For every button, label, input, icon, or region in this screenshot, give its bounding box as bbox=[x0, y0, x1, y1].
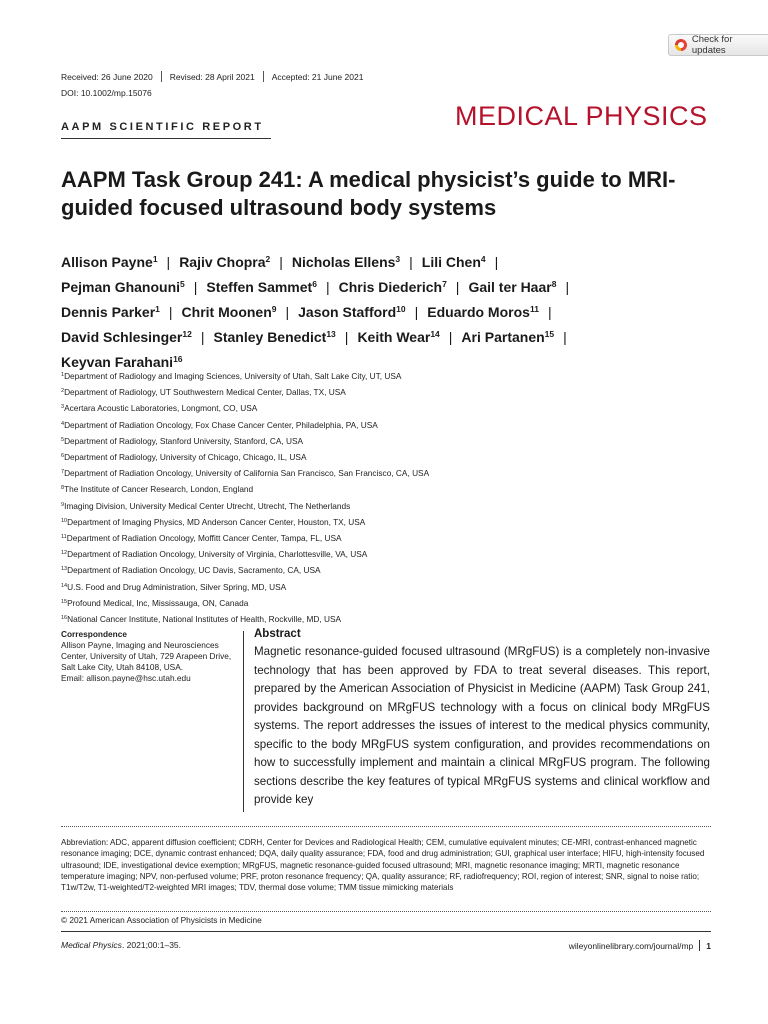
affiliation-text: Imaging Division, University Medical Center Utrecht, Utrecht, The Netherlands bbox=[64, 500, 351, 511]
affiliation-number: 2 bbox=[61, 388, 65, 395]
crossmark-icon bbox=[675, 39, 687, 51]
affiliation-text: Acertara Acoustic Laboratories, Longmont, CO, USA bbox=[64, 403, 258, 414]
affiliation-number: 12 bbox=[61, 550, 68, 557]
affiliation-item bbox=[61, 514, 701, 530]
author-name-text: Ari Partanen bbox=[461, 329, 545, 345]
affiliation-item bbox=[61, 465, 701, 481]
author-affiliation-mark: 11 bbox=[529, 304, 539, 314]
author-name[interactable] bbox=[61, 279, 185, 295]
abstract-heading: Abstract bbox=[254, 628, 301, 640]
affiliation-list bbox=[61, 368, 701, 627]
abstract-divider bbox=[243, 631, 244, 812]
affiliation-number: 6 bbox=[61, 453, 65, 460]
author-name-text: Steffen Sammet bbox=[206, 279, 313, 295]
article-title: AAPM Task Group 241: A medical physicist’s guide to MRI-guided focused ultrasound body systems bbox=[61, 167, 676, 220]
author-list bbox=[61, 248, 721, 373]
footer-citation-detail: . 2021;00:1–35. bbox=[121, 940, 182, 950]
author-affiliation-mark: 13 bbox=[326, 329, 336, 339]
author-affiliation-mark: 4 bbox=[480, 254, 486, 264]
affiliation-number: 8 bbox=[61, 485, 65, 492]
author-separator: | bbox=[193, 279, 198, 295]
footer-journal-name: Medical Physics bbox=[61, 940, 122, 950]
author-affiliation-mark: 15 bbox=[544, 329, 555, 339]
date-separator bbox=[263, 71, 264, 82]
author-name-text: Chrit Moonen bbox=[181, 304, 272, 320]
affiliation-item bbox=[61, 384, 701, 400]
author-name-text: Nicholas Ellens bbox=[291, 254, 396, 270]
author-name-text: Rajiv Chopra bbox=[179, 254, 266, 270]
affiliation-item bbox=[61, 417, 701, 433]
report-type: AAPM SCIENTIFIC REPORT bbox=[61, 121, 264, 133]
affiliation-text: Department of Radiation Oncology, UC Davis, Sacramento, CA, USA bbox=[67, 565, 321, 576]
author-name-text: Keith Wear bbox=[357, 329, 431, 345]
affiliation-item bbox=[61, 579, 701, 595]
publication-dates bbox=[61, 71, 363, 82]
page-number: 1 bbox=[706, 940, 711, 951]
affiliation-text: National Cancer Institute, National Institutes of Health, Rockville, MD, USA bbox=[67, 614, 342, 625]
correspondence-address: Allison Payne, Imaging and Neurosciences Center, University of Utah, 729 Arapeen Drive, Salt Lake City, Utah 84108, USA. bbox=[61, 640, 232, 672]
author-affiliation-mark: 9 bbox=[271, 304, 277, 314]
received-date: Received: 26 June 2020 bbox=[61, 71, 153, 82]
affiliation-text: Department of Imaging Physics, MD Anderson Cancer Center, Houston, TX, USA bbox=[67, 516, 366, 527]
affiliation-text: The Institute of Cancer Research, London, England bbox=[64, 484, 254, 495]
abstract-text: Magnetic resonance-guided focused ultrasound (MRgFUS) is a completely non-invasive technology that has been approved by FDA to treat several diseases. This report, prepared by the American Association of Physicist in Medicine (AAPM) Task Group 241, provides background on MRgFUS technology with a focus on clinical body MRgFUS systems. The report addresses the issues of interest to the medical physics community, specific to the body MRgFUS system configuration, and provides recommendations on how to successfully implement and maintain a clinical MRgFUS program. The following sections describe the key features of typical MRgFUS systems and clinical workflow and provide key bbox=[254, 645, 710, 806]
author-name-text: Jason Stafford bbox=[298, 304, 397, 320]
affiliation-text: Department of Radiology, University of Chicago, Chicago, IL, USA bbox=[64, 452, 307, 463]
affiliation-item bbox=[61, 546, 701, 562]
affiliation-text: Department of Radiology, Stanford University, Stanford, CA, USA bbox=[64, 435, 304, 446]
footer-rule bbox=[61, 931, 711, 932]
doi-link[interactable]: DOI: 10.1002/mp.15076 bbox=[61, 88, 152, 98]
author-name-text: Stanley Benedict bbox=[213, 329, 327, 345]
revised-date: Revised: 28 April 2021 bbox=[169, 71, 255, 82]
author-name[interactable] bbox=[182, 304, 277, 320]
author-name[interactable] bbox=[61, 254, 158, 270]
affiliation-item bbox=[61, 368, 701, 384]
affiliation-text: Department of Radiation Oncology, Moffitt Cancer Center, Tampa, FL, USA bbox=[66, 533, 342, 544]
author-affiliation-mark: 3 bbox=[395, 254, 401, 264]
author-name[interactable] bbox=[422, 254, 486, 270]
affiliation-number: 14 bbox=[61, 582, 68, 589]
affiliation-item bbox=[61, 481, 701, 497]
author-affiliation-mark: 1 bbox=[155, 304, 160, 314]
correspondence-email[interactable]: Email: allison.payne@hsc.utah.edu bbox=[61, 673, 191, 683]
author-name-text: Allison Payne bbox=[61, 254, 153, 270]
affiliation-number: 5 bbox=[61, 436, 65, 443]
affiliation-number: 11 bbox=[61, 534, 67, 541]
footer-citation bbox=[61, 940, 181, 950]
author-name[interactable] bbox=[206, 279, 317, 295]
correspondence-heading: Correspondence bbox=[61, 629, 127, 639]
affiliation-number: 16 bbox=[61, 615, 68, 622]
author-separator: | bbox=[448, 329, 453, 345]
author-name[interactable] bbox=[427, 304, 539, 320]
affiliation-item bbox=[61, 611, 701, 627]
affiliation-number: 15 bbox=[61, 598, 68, 605]
affiliation-item bbox=[61, 530, 701, 546]
author-separator: | bbox=[285, 304, 290, 320]
affiliation-number: 1 bbox=[61, 372, 65, 378]
author-separator: | bbox=[414, 304, 419, 320]
author-name-text: Eduardo Moros bbox=[427, 304, 530, 320]
author-name-text: Gail ter Haar bbox=[468, 279, 552, 295]
author-separator: | bbox=[279, 254, 283, 270]
author-name[interactable] bbox=[292, 254, 400, 270]
author-name[interactable] bbox=[179, 254, 270, 270]
author-name[interactable] bbox=[461, 329, 554, 345]
copyright-notice: © 2021 American Association of Physicists in Medicine bbox=[61, 915, 262, 925]
author-separator: | bbox=[409, 254, 413, 270]
author-name-text: Chris Diederich bbox=[338, 279, 443, 295]
author-separator: | bbox=[168, 304, 173, 320]
author-name[interactable] bbox=[61, 304, 160, 320]
author-affiliation-mark: 14 bbox=[430, 329, 440, 339]
affiliation-number: 10 bbox=[61, 517, 68, 524]
correspondence-block bbox=[61, 629, 236, 684]
author-name[interactable] bbox=[214, 329, 336, 345]
affiliation-text: U.S. Food and Drug Administration, Silver Spring, MD, USA bbox=[67, 581, 287, 592]
report-type-underline bbox=[61, 138, 271, 139]
affiliation-text: Department of Radiation Oncology, Fox Chase Cancer Center, Philadelphia, PA, USA bbox=[64, 419, 378, 430]
author-name[interactable] bbox=[339, 279, 447, 295]
affiliation-item bbox=[61, 449, 701, 465]
author-name-text: Pejman Ghanouni bbox=[61, 279, 181, 295]
abbreviations-bottom-rule bbox=[61, 911, 711, 912]
page-separator bbox=[699, 940, 700, 951]
author-affiliation-mark: 10 bbox=[396, 304, 406, 314]
footer-right bbox=[569, 940, 711, 951]
affiliation-item bbox=[61, 562, 701, 578]
author-name[interactable] bbox=[357, 329, 439, 345]
check-for-updates-button[interactable] bbox=[668, 34, 768, 56]
author-name[interactable] bbox=[61, 329, 192, 345]
author-name[interactable] bbox=[298, 304, 405, 320]
affiliation-item bbox=[61, 498, 701, 514]
author-separator: | bbox=[200, 329, 205, 345]
author-name-text: Keyvan Farahani bbox=[61, 354, 174, 370]
author-name[interactable] bbox=[468, 279, 556, 295]
author-separator: | bbox=[563, 329, 567, 345]
author-separator: | bbox=[455, 279, 460, 295]
author-separator: | bbox=[344, 329, 349, 345]
affiliation-number: 3 bbox=[61, 404, 65, 411]
author-separator: | bbox=[494, 254, 499, 270]
affiliation-number: 7 bbox=[61, 469, 65, 476]
journal-logo: MEDICAL PHYSICS bbox=[455, 101, 708, 131]
author-separator: | bbox=[547, 304, 552, 320]
affiliation-text: Department of Radiation Oncology, University of Virginia, Charlottesville, VA, USA bbox=[67, 549, 368, 560]
author-affiliation-mark: 12 bbox=[182, 329, 192, 339]
affiliation-number: 13 bbox=[61, 566, 68, 573]
author-separator: | bbox=[565, 279, 570, 295]
author-separator: | bbox=[325, 279, 330, 295]
author-affiliation-mark: 16 bbox=[173, 354, 183, 364]
author-affiliation-mark: 1 bbox=[152, 254, 158, 264]
affiliation-text: Department of Radiology, UT Southwestern Medical Center, Dallas, TX, USA bbox=[64, 387, 346, 398]
abbreviations-top-rule bbox=[61, 826, 711, 827]
author-name-text: Dennis Parker bbox=[61, 304, 156, 320]
journal-url-link[interactable]: wileyonlinelibrary.com/journal/mp bbox=[568, 940, 694, 951]
affiliation-number: 9 bbox=[61, 501, 65, 508]
affiliation-item bbox=[61, 433, 701, 449]
author-affiliation-mark: 7 bbox=[442, 279, 447, 289]
author-affiliation-mark: 6 bbox=[312, 279, 317, 289]
author-affiliation-mark: 5 bbox=[180, 279, 185, 289]
date-separator bbox=[161, 71, 162, 82]
affiliation-text: Department of Radiation Oncology, University of California San Francisco, San Francisco, CA, USA bbox=[64, 468, 430, 479]
author-name-text: Lili Chen bbox=[421, 254, 481, 270]
affiliation-item bbox=[61, 595, 701, 611]
affiliation-text: Department of Radiology and Imaging Sciences, University of Utah, Salt Lake City, UT, USA bbox=[64, 371, 402, 381]
author-separator: | bbox=[166, 254, 171, 270]
abbreviations-text: Abbreviation: ADC, apparent diffusion coefficient; CDRH, Center for Devices and Radiological Health; CEM, cumulative equivalent minutes; CE-MRI, contrast-enhanced magnetic resonance imaging; DCE, dynamic contrast enhanced; DQA, daily quality assurance; FDA, food and drug administration; GUI, graphical user interface; HIFU, high-intensity focused ultrasound; IDE, investigational device exemption; MRgFUS, magnetic resonance-guided focused ultrasound; MRI, magnetic resonance imaging; MRTI, magnetic resonance temperature imaging; NPV, non-perfused volume; PRF, proton resonance frequency; QA, quality assurance; RF, radiofrequency; ROI, region of interest; SNR, signal to noise ratio; T1w/T2w, T1-weighted/T2-weighted MRI images; TDV, thermal dose volume; TMM tissue mimicking materials bbox=[61, 838, 705, 893]
author-name-text: David Schlesinger bbox=[61, 329, 183, 345]
author-affiliation-mark: 8 bbox=[551, 279, 557, 289]
affiliation-item bbox=[61, 400, 701, 416]
affiliation-text: Profound Medical, Inc, Mississauga, ON, Canada bbox=[67, 597, 249, 608]
affiliation-number: 4 bbox=[61, 420, 65, 427]
author-affiliation-mark: 2 bbox=[265, 254, 271, 264]
check-for-updates-label: Check for updates bbox=[691, 34, 733, 56]
accepted-date: Accepted: 21 June 2021 bbox=[271, 71, 364, 82]
